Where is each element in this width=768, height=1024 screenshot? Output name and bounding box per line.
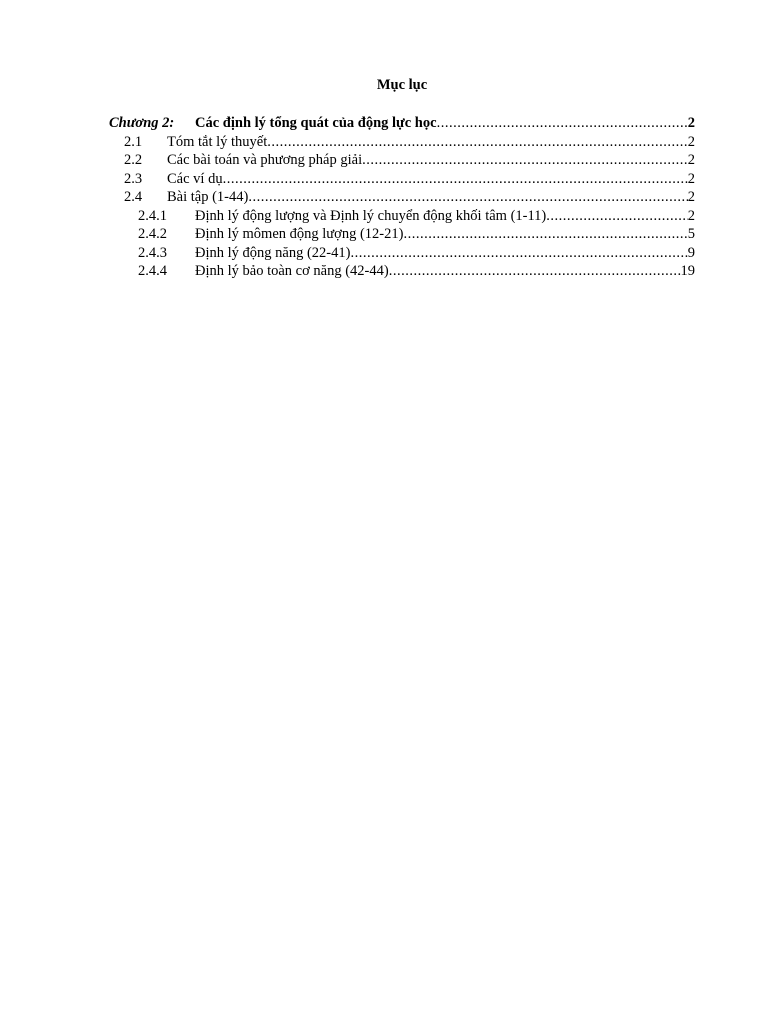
toc-dot-leader <box>362 151 688 170</box>
toc-entry-number: 2.4.2 <box>138 226 167 242</box>
table-of-contents <box>109 114 695 281</box>
toc-entry-page: 19 <box>680 263 695 279</box>
toc-entry-text: Định lý mômen động lượng (12-21) <box>195 226 404 242</box>
toc-title: Mục lục <box>376 77 428 93</box>
toc-entry-page: 2 <box>687 170 695 187</box>
toc-entry-number: 2.2 <box>124 152 143 168</box>
toc-dot-leader <box>223 170 688 189</box>
toc-entry-number: 2.4.3 <box>138 244 167 261</box>
toc-entry-text: Các bài toán và phương pháp giải <box>167 152 363 168</box>
toc-entry-number: 2.1 <box>124 133 143 150</box>
toc-entry-2-4[interactable] <box>109 188 695 207</box>
toc-entry-page: 2 <box>687 189 695 205</box>
toc-entry-2-4-4[interactable] <box>109 262 695 281</box>
toc-entry-text: Các định lý tổng quát của động lực học <box>195 115 437 131</box>
toc-entry-text: Định lý bảo toàn cơ năng (42-44) <box>195 263 389 279</box>
toc-entry-text: Các ví dụ <box>167 170 223 187</box>
toc-dot-leader <box>403 225 687 244</box>
toc-entry-2-4-3[interactable] <box>109 244 695 263</box>
toc-dot-leader <box>546 207 687 226</box>
toc-entry-number: 2.4 <box>124 189 143 205</box>
toc-entry-page: 2 <box>687 152 695 168</box>
toc-entry-text: Bài tập (1-44) <box>167 189 249 205</box>
toc-dot-leader <box>248 188 687 207</box>
toc-entry-number: 2.4.4 <box>138 263 167 279</box>
toc-entry-2-3[interactable] <box>109 170 695 189</box>
toc-entry-2-4-2[interactable] <box>109 225 695 244</box>
toc-dot-leader <box>350 244 687 263</box>
toc-entry-page: 2 <box>687 207 695 224</box>
toc-entry-2-1[interactable] <box>109 133 695 152</box>
toc-entry-2-4-1[interactable] <box>109 207 695 226</box>
toc-entry-page: 5 <box>687 226 695 242</box>
toc-entry-chapter-2[interactable] <box>109 114 695 133</box>
toc-entry-number: 2.3 <box>124 170 143 187</box>
toc-dot-leader <box>437 114 688 133</box>
toc-dot-leader <box>389 262 681 281</box>
toc-entry-number: Chương 2: <box>109 115 175 131</box>
toc-entry-number: 2.4.1 <box>138 207 167 224</box>
toc-entry-page: 2 <box>687 115 695 131</box>
toc-entry-page: 2 <box>687 133 695 150</box>
toc-entry-text: Định lý động lượng và Định lý chuyển động khối tâm (1-11) <box>195 207 547 224</box>
toc-entry-2-2[interactable] <box>109 151 695 170</box>
toc-dot-leader <box>267 133 687 152</box>
toc-entry-text: Tóm tắt lý thuyết <box>167 133 268 150</box>
toc-entry-page: 9 <box>687 244 695 261</box>
toc-entry-text: Định lý động năng (22-41) <box>195 244 351 261</box>
